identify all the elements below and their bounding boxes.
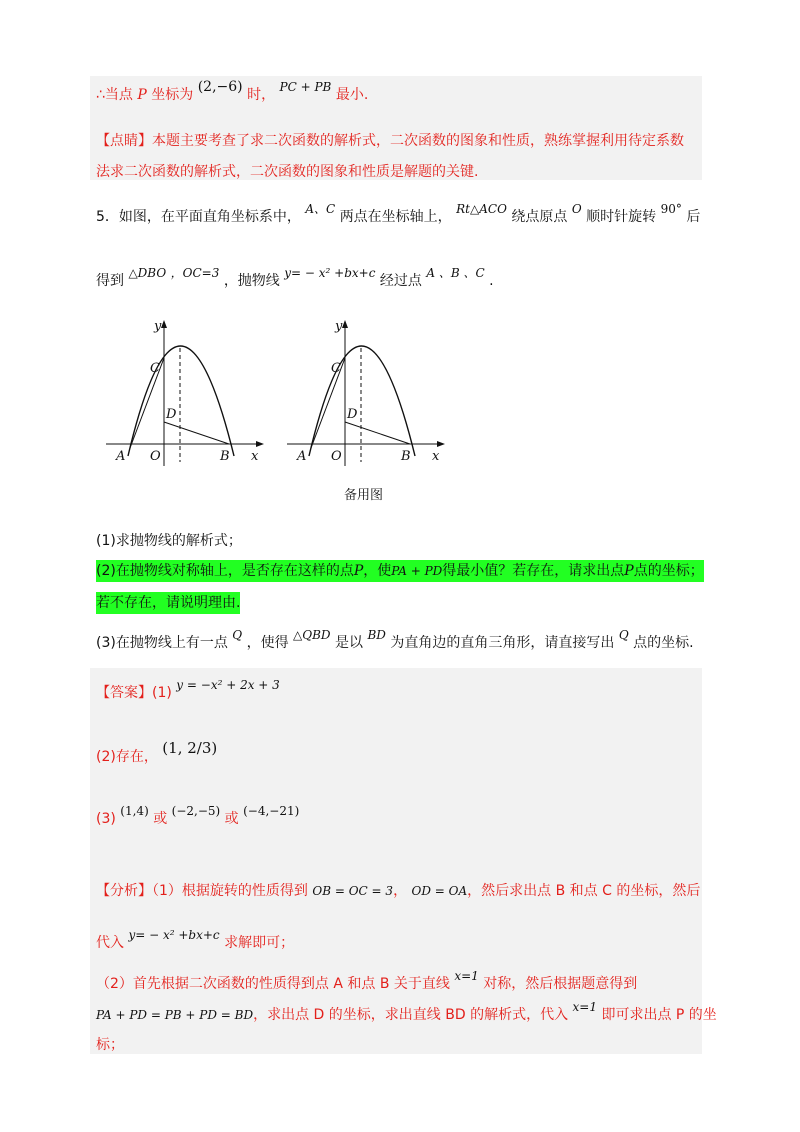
q3-text: (3)在抛物线上有一点 [96,635,228,651]
q3-text: 是以 [335,635,364,651]
analysis-text: ，然后求出点 B 和点 C 的坐标，然后 [467,883,701,899]
point-p: P [624,563,634,579]
label-d: D [347,407,358,422]
parabola-equation: y= − x² +bx+c [284,266,376,280]
analysis-text: （1）根据旋转的性质得到 [152,883,308,899]
analysis-line-5 [96,1034,124,1054]
problem-intro: 5．如图，在平面直角坐标系中， [96,209,301,225]
label-o: O [150,449,161,464]
points-abc: A 、B 、C [426,266,485,280]
answer-1-equation: y = −x² + 2x + 3 [176,678,280,692]
analysis-text: ，求出点 D 的坐标，求出直线 BD 的解析式，代入 [253,1007,569,1023]
x-axis-arrow [256,441,264,447]
comment-text-1: 本题主要考查了求二次函数的解析式，二次函数的图象和性质，熟练掌握利用待定系数 [152,133,684,149]
answer-3-point-2: (−2,−5) [171,804,221,818]
answer-3-point-1: (1,4) [120,804,149,818]
problem-text: 绕点原点 [511,209,568,225]
label-a: A [116,449,126,464]
pa-pd-expression: PA + PD [391,564,443,578]
comment-text-2: 法求二次函数的解析式，二次函数的图象和性质是解题的关键. [96,164,479,180]
line-x1: x=1 [454,969,479,983]
label-x: x [251,449,259,464]
question-2-line-2 [96,592,240,612]
parabola-figure-2 [287,318,447,468]
analysis-text: ， [393,883,408,899]
answer-3-point-3: (−4,−21) [243,804,300,818]
analysis-text: 标； [96,1037,124,1053]
analysis-line-3 [96,969,638,993]
analysis-text: （2）首先根据二次函数的性质得到点 A 和点 B 关于直线 [96,976,450,992]
y-axis-arrow [342,320,348,328]
question-1: (1)求抛物线的解析式； [96,533,242,549]
analysis-line-2 [96,928,295,952]
or-text: 或 [153,811,168,827]
analysis-text: 即可求出点 P 的坐 [601,1007,717,1023]
problem-line-1 [96,202,701,226]
point-q: Q [618,628,629,642]
conclusion-line [96,79,369,104]
q2-text: (2)在抛物线对称轴上，是否存在这样的点 [96,563,354,579]
answer-2-prefix: (2)存在， [96,749,158,765]
oc-value: ，OC=3 [170,266,220,280]
label-y: y [335,319,343,334]
analysis-text: 求解即可； [224,935,295,951]
conclusion-time: 时， [247,87,276,103]
conclusion-suffix: 最小. [335,87,369,103]
segment-db [345,422,410,444]
answer-2-value: (1, 2/3) [162,739,218,757]
problem-text: 顺时针旋转 [586,209,657,225]
q3-text: 点的坐标. [633,635,694,651]
od-oa-expression: OD = OA [411,884,468,898]
problem-text: 两点在坐标轴上， [339,209,452,225]
analysis-text: 代入 [96,935,124,951]
answer-line-3 [96,804,300,828]
q2-text: ，使 [363,563,392,579]
problem-text: 经过点 [379,273,422,289]
comment-line-1 [96,130,684,150]
point-o: O [571,202,582,216]
pc-pb-expression: PC + PB [279,80,332,94]
label-b: B [220,449,230,464]
label-c: C [150,361,160,376]
q3-text: 为直角边的直角三角形，请直接写出 [390,635,615,651]
label-y: y [154,319,162,334]
question-2-line-1 [96,560,704,580]
point-p: P [137,87,147,103]
label-o: O [331,449,342,464]
parabola-curve [309,346,415,456]
angle-90: 90° [660,202,682,216]
analysis-label: 【分析】 [96,883,152,899]
comment-line-2 [96,161,478,181]
problem-text: ，抛物线 [223,273,280,289]
problem-line-2 [96,266,494,290]
label-x: x [432,449,440,464]
pa-pd-bd-expression: PA + PD = PB + PD = BD [96,1008,254,1022]
triangle-qbd: △QBD [293,628,331,642]
problem-text: 后 [686,209,701,225]
or-text: 或 [224,811,239,827]
answer-block [90,668,702,1054]
conclusion-prefix: ∴当点 [96,87,133,103]
figure-caption: 备用图 [344,488,384,503]
analysis-text: 对称，然后根据题意得到 [483,976,638,992]
analysis-line-4 [96,1000,717,1024]
coordinate-p: (2,−6) [197,79,243,95]
triangle-aco: Rt△ACO [456,202,507,216]
points-ac: A、C [305,202,336,216]
problem-text: 得到 [96,273,124,289]
x-axis-arrow [437,441,445,447]
line-x1: x=1 [572,1000,597,1014]
parabola-equation: y= − x² +bx+c [128,928,220,942]
analysis-line-1 [96,880,700,900]
segment-db [164,422,229,444]
segment-bd: BD [367,628,386,642]
label-c: C [331,361,341,376]
q3-text: ，使得 [246,635,289,651]
triangle-dbo: △DBO [128,266,167,280]
q2-text: 点的坐标； [633,563,704,579]
point-q: Q [232,628,243,642]
q2-text-2: 若不存在，请说明理由. [96,592,240,614]
answer-3-prefix: (3) [96,811,116,827]
parabola-figure-1 [106,318,266,468]
label-d: D [166,407,177,422]
label-b: B [401,449,411,464]
comment-label: 【点睛】 [96,133,152,149]
answer-1-prefix: (1) [152,685,172,701]
ob-oc-expression: OB = OC = 3 [312,884,394,898]
conclusion-mid: 坐标为 [151,87,194,103]
y-axis-arrow [161,320,167,328]
point-p: P [353,563,364,579]
q2-text: 得最小值？若存在，请求出点 [442,563,625,579]
label-a: A [297,449,307,464]
answer-line-1 [96,678,280,702]
problem-text: . [489,273,494,289]
answer-label: 【答案】 [96,685,152,701]
question-3 [96,628,694,652]
answer-line-2 [96,739,218,766]
parabola-curve [128,346,234,456]
